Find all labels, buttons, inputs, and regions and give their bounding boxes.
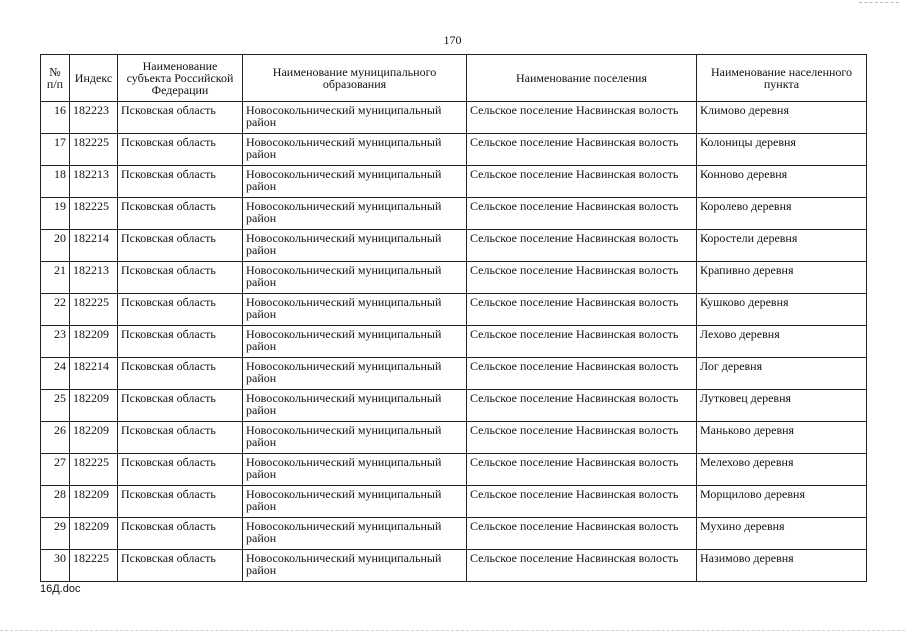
cell-number: 20	[41, 230, 70, 262]
table-row	[41, 486, 867, 518]
cell-municipality: Новосокольнический муниципальный район	[243, 134, 467, 166]
cell-subject: Псковская область	[118, 134, 243, 166]
cell-number: 26	[41, 422, 70, 454]
cell-municipality: Новосокольнический муниципальный район	[243, 230, 467, 262]
table-body	[41, 102, 867, 582]
cell-index: 182209	[70, 518, 118, 550]
cell-subject: Псковская область	[118, 102, 243, 134]
cell-settlement: Сельское поселение Насвинская волость	[467, 166, 697, 198]
cell-locality: Маньково деревня	[697, 422, 867, 454]
cell-settlement: Сельское поселение Насвинская волость	[467, 134, 697, 166]
cell-subject: Псковская область	[118, 422, 243, 454]
table-row	[41, 102, 867, 134]
table-row	[41, 326, 867, 358]
cell-locality: Мелехово деревня	[697, 454, 867, 486]
cell-municipality: Новосокольнический муниципальный район	[243, 294, 467, 326]
table-row	[41, 198, 867, 230]
cell-number: 18	[41, 166, 70, 198]
cell-municipality: Новосокольнический муниципальный район	[243, 390, 467, 422]
table-row	[41, 262, 867, 294]
cell-subject: Псковская область	[118, 326, 243, 358]
table-row	[41, 358, 867, 390]
cell-index: 182225	[70, 294, 118, 326]
header-municipality: Наименование муниципального образования	[243, 55, 467, 102]
cell-locality: Коростели деревня	[697, 230, 867, 262]
cell-locality: Климово деревня	[697, 102, 867, 134]
cell-locality: Крапивно деревня	[697, 262, 867, 294]
cell-settlement: Сельское поселение Насвинская волость	[467, 326, 697, 358]
cell-settlement: Сельское поселение Насвинская волость	[467, 550, 697, 582]
table-row	[41, 454, 867, 486]
cell-locality: Морщилово деревня	[697, 486, 867, 518]
cell-subject: Псковская область	[118, 358, 243, 390]
cell-subject: Псковская область	[118, 454, 243, 486]
cell-subject: Псковская область	[118, 262, 243, 294]
cell-index: 182214	[70, 358, 118, 390]
cell-subject: Псковская область	[118, 294, 243, 326]
cell-settlement: Сельское поселение Насвинская волость	[467, 358, 697, 390]
table-row	[41, 390, 867, 422]
scan-artifact-top	[859, 2, 899, 3]
cell-index: 182209	[70, 326, 118, 358]
scan-artifact-bottom	[0, 630, 905, 631]
cell-number: 25	[41, 390, 70, 422]
cell-locality: Лутковец деревня	[697, 390, 867, 422]
cell-municipality: Новосокольнический муниципальный район	[243, 166, 467, 198]
cell-number: 24	[41, 358, 70, 390]
table-row	[41, 166, 867, 198]
cell-settlement: Сельское поселение Насвинская волость	[467, 518, 697, 550]
footer-filename: 16Д.doc	[40, 583, 81, 595]
cell-settlement: Сельское поселение Насвинская волость	[467, 294, 697, 326]
header-subject: Наименование субъекта Российской Федерации	[118, 55, 243, 102]
cell-municipality: Новосокольнический муниципальный район	[243, 102, 467, 134]
cell-index: 182213	[70, 166, 118, 198]
cell-locality: Кушково деревня	[697, 294, 867, 326]
cell-index: 182225	[70, 134, 118, 166]
cell-index: 182209	[70, 486, 118, 518]
cell-locality: Конново деревня	[697, 166, 867, 198]
page-number: 170	[443, 33, 462, 47]
cell-subject: Псковская область	[118, 166, 243, 198]
cell-index: 182225	[70, 198, 118, 230]
cell-number: 16	[41, 102, 70, 134]
cell-index: 182209	[70, 422, 118, 454]
table-row	[41, 294, 867, 326]
table-row	[41, 550, 867, 582]
table-header-row	[41, 55, 867, 102]
cell-number: 29	[41, 518, 70, 550]
cell-municipality: Новосокольнический муниципальный район	[243, 454, 467, 486]
header-settlement: Наименование поселения	[467, 55, 697, 102]
cell-settlement: Сельское поселение Насвинская волость	[467, 390, 697, 422]
cell-settlement: Сельское поселение Насвинская волость	[467, 102, 697, 134]
cell-locality: Мухино деревня	[697, 518, 867, 550]
cell-index: 182223	[70, 102, 118, 134]
cell-settlement: Сельское поселение Насвинская волость	[467, 262, 697, 294]
header-locality: Наименование населенного пункта	[697, 55, 867, 102]
cell-locality: Королево деревня	[697, 198, 867, 230]
cell-municipality: Новосокольнический муниципальный район	[243, 198, 467, 230]
cell-locality: Лехово деревня	[697, 326, 867, 358]
cell-municipality: Новосокольнический муниципальный район	[243, 262, 467, 294]
cell-number: 30	[41, 550, 70, 582]
cell-settlement: Сельское поселение Насвинская волость	[467, 486, 697, 518]
cell-index: 182225	[70, 454, 118, 486]
cell-number: 27	[41, 454, 70, 486]
header-number: № п/п	[41, 55, 70, 102]
cell-index: 182214	[70, 230, 118, 262]
table-row	[41, 422, 867, 454]
cell-municipality: Новосокольнический муниципальный район	[243, 358, 467, 390]
cell-number: 21	[41, 262, 70, 294]
cell-municipality: Новосокольнический муниципальный район	[243, 486, 467, 518]
cell-settlement: Сельское поселение Насвинская волость	[467, 198, 697, 230]
cell-index: 182225	[70, 550, 118, 582]
settlements-table	[40, 54, 867, 582]
cell-locality: Назимово деревня	[697, 550, 867, 582]
cell-locality: Колоницы деревня	[697, 134, 867, 166]
cell-subject: Псковская область	[118, 230, 243, 262]
table-row	[41, 134, 867, 166]
cell-number: 17	[41, 134, 70, 166]
cell-municipality: Новосокольнический муниципальный район	[243, 422, 467, 454]
cell-number: 23	[41, 326, 70, 358]
cell-number: 28	[41, 486, 70, 518]
cell-settlement: Сельское поселение Насвинская волость	[467, 454, 697, 486]
table-row	[41, 518, 867, 550]
cell-subject: Псковская область	[118, 550, 243, 582]
cell-index: 182209	[70, 390, 118, 422]
cell-index: 182213	[70, 262, 118, 294]
table-row	[41, 230, 867, 262]
cell-subject: Псковская область	[118, 518, 243, 550]
cell-locality: Лог деревня	[697, 358, 867, 390]
cell-settlement: Сельское поселение Насвинская волость	[467, 422, 697, 454]
header-index: Индекс	[70, 55, 118, 102]
cell-municipality: Новосокольнический муниципальный район	[243, 518, 467, 550]
cell-number: 22	[41, 294, 70, 326]
cell-subject: Псковская область	[118, 390, 243, 422]
cell-subject: Псковская область	[118, 486, 243, 518]
cell-subject: Псковская область	[118, 198, 243, 230]
cell-municipality: Новосокольнический муниципальный район	[243, 326, 467, 358]
cell-settlement: Сельское поселение Насвинская волость	[467, 230, 697, 262]
cell-municipality: Новосокольнический муниципальный район	[243, 550, 467, 582]
cell-number: 19	[41, 198, 70, 230]
